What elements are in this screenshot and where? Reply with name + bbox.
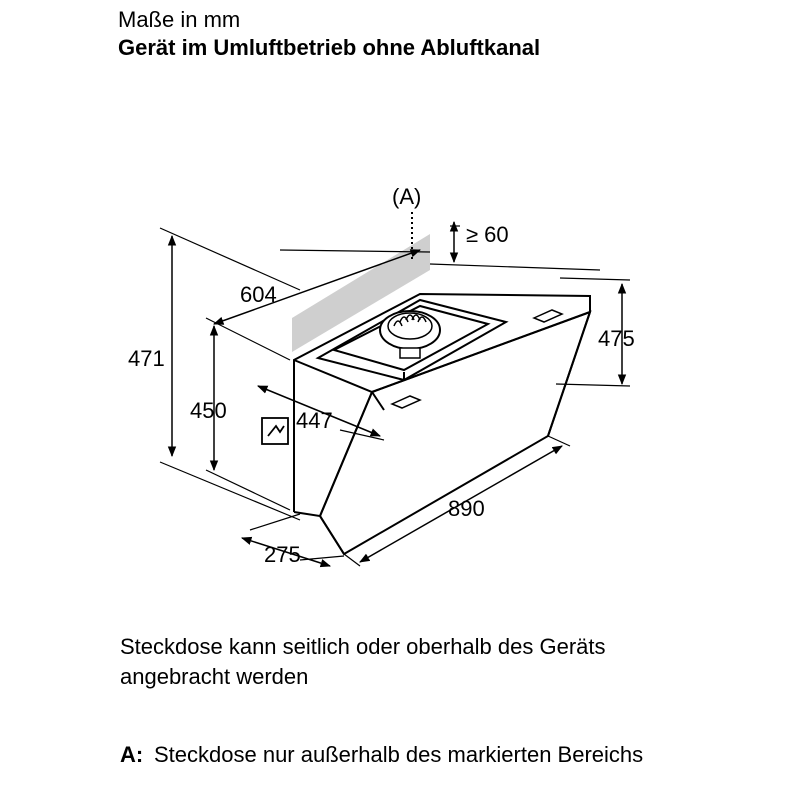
legend-a — [120, 740, 740, 770]
dimension-clearance: ≥ 60 — [466, 222, 509, 247]
dimension-height-back: 450 — [190, 398, 227, 423]
mounting-bracket-left — [392, 396, 420, 408]
legend-a-text: Steckdose nur außerhalb des markierten Bereichs — [154, 742, 644, 767]
mounting-bracket-right — [534, 310, 562, 322]
page-title: Maße in mm — [118, 7, 241, 32]
page-subtitle: Gerät im Umluftbetrieb ohne Abluftkanal — [118, 35, 541, 60]
dimension-height-front: 475 — [598, 326, 635, 351]
dimension-height-total: 471 — [128, 346, 165, 371]
socket-icon — [262, 418, 288, 444]
dimension-width-top: 604 — [240, 282, 277, 307]
dimension-depth-side: 447 — [296, 408, 333, 433]
callout-a-label: (A) — [392, 184, 422, 209]
socket-note: Steckdose kann seitlich oder oberhalb des Geräts angebracht werden — [120, 634, 606, 689]
dimension-width-front: 890 — [448, 496, 485, 521]
dimension-depth-bottom: 275 — [264, 542, 301, 567]
fan-icon — [380, 311, 440, 358]
legend-a-label: A: — [120, 742, 144, 767]
